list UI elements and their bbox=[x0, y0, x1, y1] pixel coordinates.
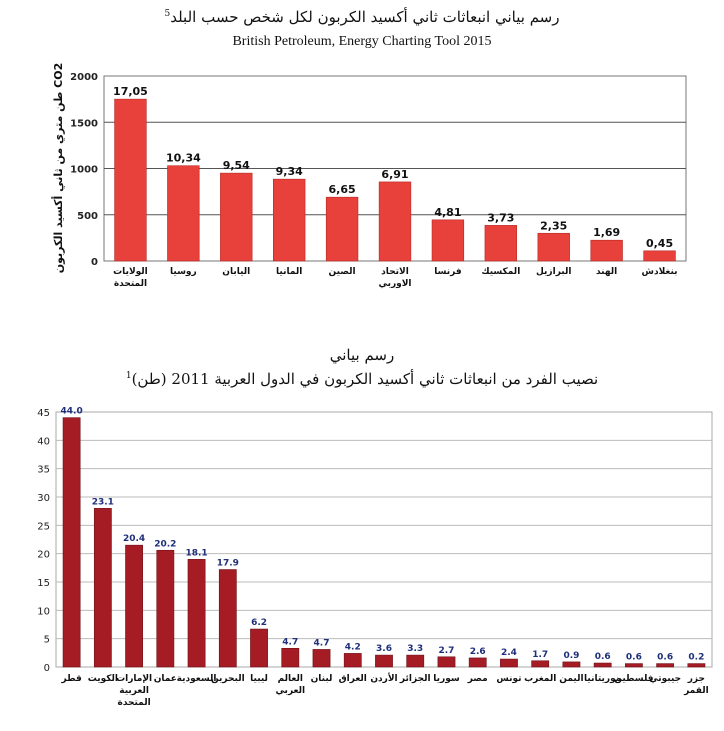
chart2-data-label: 4.2 bbox=[344, 642, 361, 653]
chart2-bar bbox=[126, 545, 143, 667]
chart2-bar bbox=[500, 659, 517, 667]
chart2-category-label: عمان bbox=[153, 674, 177, 684]
chart1-category-label: المكسيك bbox=[481, 267, 521, 277]
chart1-bar bbox=[538, 233, 570, 261]
chart2-category-label: الإمارات العربية المتحدة bbox=[116, 674, 153, 708]
chart2-category-label: ليبيا bbox=[250, 674, 268, 684]
chart1-data-label: 9,54 bbox=[222, 159, 250, 173]
chart1-data-label: 1,69 bbox=[593, 226, 621, 240]
chart2-y-tick-label: 0 bbox=[43, 663, 50, 674]
chart2-bar bbox=[313, 649, 330, 667]
chart2-bar bbox=[219, 570, 236, 667]
chart1-category-label: الاتحاد الاوربي bbox=[378, 267, 412, 289]
chart1-bar bbox=[379, 182, 411, 261]
chart2-data-label: 4.7 bbox=[282, 637, 299, 648]
chart1-bar bbox=[485, 225, 517, 261]
chart1-bar bbox=[326, 197, 358, 261]
chart2-y-tick-label: 30 bbox=[37, 493, 50, 504]
chart2-y-tick-label: 15 bbox=[37, 578, 50, 589]
chart1-category-label: الصين bbox=[328, 267, 356, 277]
chart2-bar bbox=[344, 653, 361, 667]
chart2-category-label: العالم العربي bbox=[275, 674, 306, 696]
chart2-y-tick-label: 20 bbox=[37, 549, 50, 561]
chart2-bar bbox=[563, 662, 580, 667]
chart1-data-label: 17,05 bbox=[113, 85, 148, 99]
chart2-data-label: 0.6 bbox=[657, 652, 674, 663]
chart1-category-label: المانيا bbox=[276, 267, 303, 277]
chart2-y-tick-label: 35 bbox=[37, 464, 50, 476]
chart1-y-axis-label: طن متري من ثاني أكسيد الكربون CO2 bbox=[52, 62, 65, 274]
chart2-data-label: 1.7 bbox=[532, 649, 549, 660]
chart2-bar bbox=[657, 664, 674, 667]
chart1-category-label: الولايات المتحدة bbox=[113, 267, 148, 289]
chart2-bar bbox=[375, 655, 392, 667]
chart1-category-label: الهند bbox=[595, 267, 618, 277]
chart2-bar bbox=[438, 657, 455, 667]
chart1-title: رسم بياني انبعاثات ثاني أكسيد الكربون لكل شخص حسب البلد$^5$ bbox=[164, 8, 560, 26]
chart1-data-label: 3,73 bbox=[487, 211, 515, 225]
chart2-data-label: 0.2 bbox=[688, 652, 705, 663]
chart2-data-label: 6.2 bbox=[251, 618, 268, 629]
chart2-title: رسم بياني bbox=[329, 346, 395, 364]
chart1-data-label: 0,45 bbox=[645, 236, 674, 250]
chart1-y-tick-label: 0 bbox=[91, 257, 98, 268]
chart2-category-label: جيبوتي bbox=[649, 674, 682, 684]
chart1-subtitle: British Petroleum, Energy Charting Tool 2015 bbox=[232, 34, 492, 49]
chart1-bar bbox=[167, 166, 199, 261]
chart2-data-label: 0.9 bbox=[563, 650, 580, 661]
chart2-data-label: 3.3 bbox=[407, 644, 424, 655]
chart1-data-label: 6,65 bbox=[328, 183, 356, 197]
chart2-data-label: 23.1 bbox=[91, 497, 114, 508]
chart1-y-tick-label: 2000 bbox=[70, 72, 98, 83]
chart2-category-label: جزر القمر bbox=[684, 674, 709, 696]
chart2-category-label: سوريا bbox=[433, 674, 460, 684]
chart2-data-label: 2.6 bbox=[469, 646, 486, 657]
chart2-bar bbox=[532, 661, 549, 667]
chart1-bar bbox=[591, 240, 623, 261]
chart1-category-label: روسيا bbox=[170, 267, 197, 277]
chart2-y-tick-label: 45 bbox=[37, 408, 50, 419]
chart1-category-label: بنغلادش bbox=[641, 267, 678, 277]
chart2-category-label: السعودية bbox=[176, 674, 217, 684]
chart2-data-label: 18.1 bbox=[185, 548, 208, 559]
chart2-category-label: مصر bbox=[467, 674, 488, 684]
chart2-category-label: الأردن bbox=[370, 674, 398, 684]
chart1-category-label: البرازيل bbox=[536, 267, 572, 277]
chart1-bar bbox=[115, 99, 147, 261]
chart2-category-label: تونس bbox=[496, 674, 522, 684]
chart2-data-label: 2.4 bbox=[500, 648, 517, 659]
chart1-bar bbox=[644, 251, 676, 261]
chart1-category-label: اليابان bbox=[222, 267, 251, 277]
chart2-category-label: الكويت bbox=[87, 674, 118, 684]
chart2-bar bbox=[188, 559, 205, 667]
chart2-category-label: البحرين bbox=[210, 674, 245, 684]
chart1-y-tick-label: 500 bbox=[77, 210, 98, 222]
chart2-y-tick-label: 40 bbox=[37, 436, 50, 448]
chart2-category-label: قطر bbox=[61, 674, 82, 684]
chart2-data-label: 0.6 bbox=[625, 652, 642, 663]
chart1-data-label: 4,81 bbox=[434, 205, 462, 219]
chart1-category-label: فرنسا bbox=[434, 267, 462, 277]
chart2-category-label: فلسطين bbox=[614, 674, 654, 684]
chart2-y-tick-label: 10 bbox=[37, 606, 50, 618]
chart2-data-label: 20.4 bbox=[122, 534, 146, 545]
chart2-data-label: 0.6 bbox=[594, 652, 611, 663]
chart2-data-label: 3.6 bbox=[376, 644, 392, 655]
chart2-y-tick-label: 5 bbox=[43, 634, 50, 646]
chart2-y-tick-label: 25 bbox=[37, 521, 50, 533]
chart2-data-label: 20.2 bbox=[154, 539, 177, 550]
chart2-data-label: 17.9 bbox=[216, 558, 239, 569]
chart1-data-label: 9,34 bbox=[275, 165, 303, 179]
chart1-data-label: 10,34 bbox=[165, 151, 201, 165]
chart2-bar bbox=[688, 664, 705, 667]
chart1-data-label: 6,91 bbox=[381, 167, 409, 181]
chart2-category-label: لبنان bbox=[310, 674, 333, 684]
chart1-y-tick-label: 1000 bbox=[70, 164, 98, 176]
chart2-category-label: اليمن bbox=[559, 674, 584, 684]
chart2-bar bbox=[594, 663, 611, 667]
chart2-bar bbox=[407, 655, 424, 667]
chart2-bar bbox=[625, 664, 642, 667]
chart2-subtitle: نصيب الفرد من انبعاثات ثاني أكسيد الكربون في الدول العربية 2011 (طن)$^1$ bbox=[125, 370, 599, 388]
chart1-data-label: 2,35 bbox=[540, 219, 568, 233]
chart1-bar bbox=[273, 179, 305, 261]
chart2-data-label: 44.0 bbox=[60, 406, 83, 417]
chart2-bar bbox=[157, 550, 174, 667]
chart1-y-tick-label: 1500 bbox=[70, 118, 98, 130]
chart1-bar bbox=[220, 173, 252, 261]
chart2-category-label: الجزائر bbox=[399, 674, 431, 684]
chart2-data-label: 4.7 bbox=[313, 638, 330, 649]
chart2-data-label: 2.7 bbox=[438, 645, 455, 656]
chart2-category-label: موريتانيا bbox=[584, 674, 622, 684]
chart2-category-label: المغرب bbox=[524, 674, 557, 684]
chart2-bar bbox=[94, 508, 111, 667]
chart2-bar bbox=[63, 418, 80, 667]
chart2-bar bbox=[469, 658, 486, 667]
chart2-bar bbox=[250, 629, 267, 667]
chart2-bar bbox=[282, 648, 299, 667]
chart2-category-label: العراق bbox=[338, 674, 367, 684]
chart1-bar bbox=[432, 220, 464, 261]
